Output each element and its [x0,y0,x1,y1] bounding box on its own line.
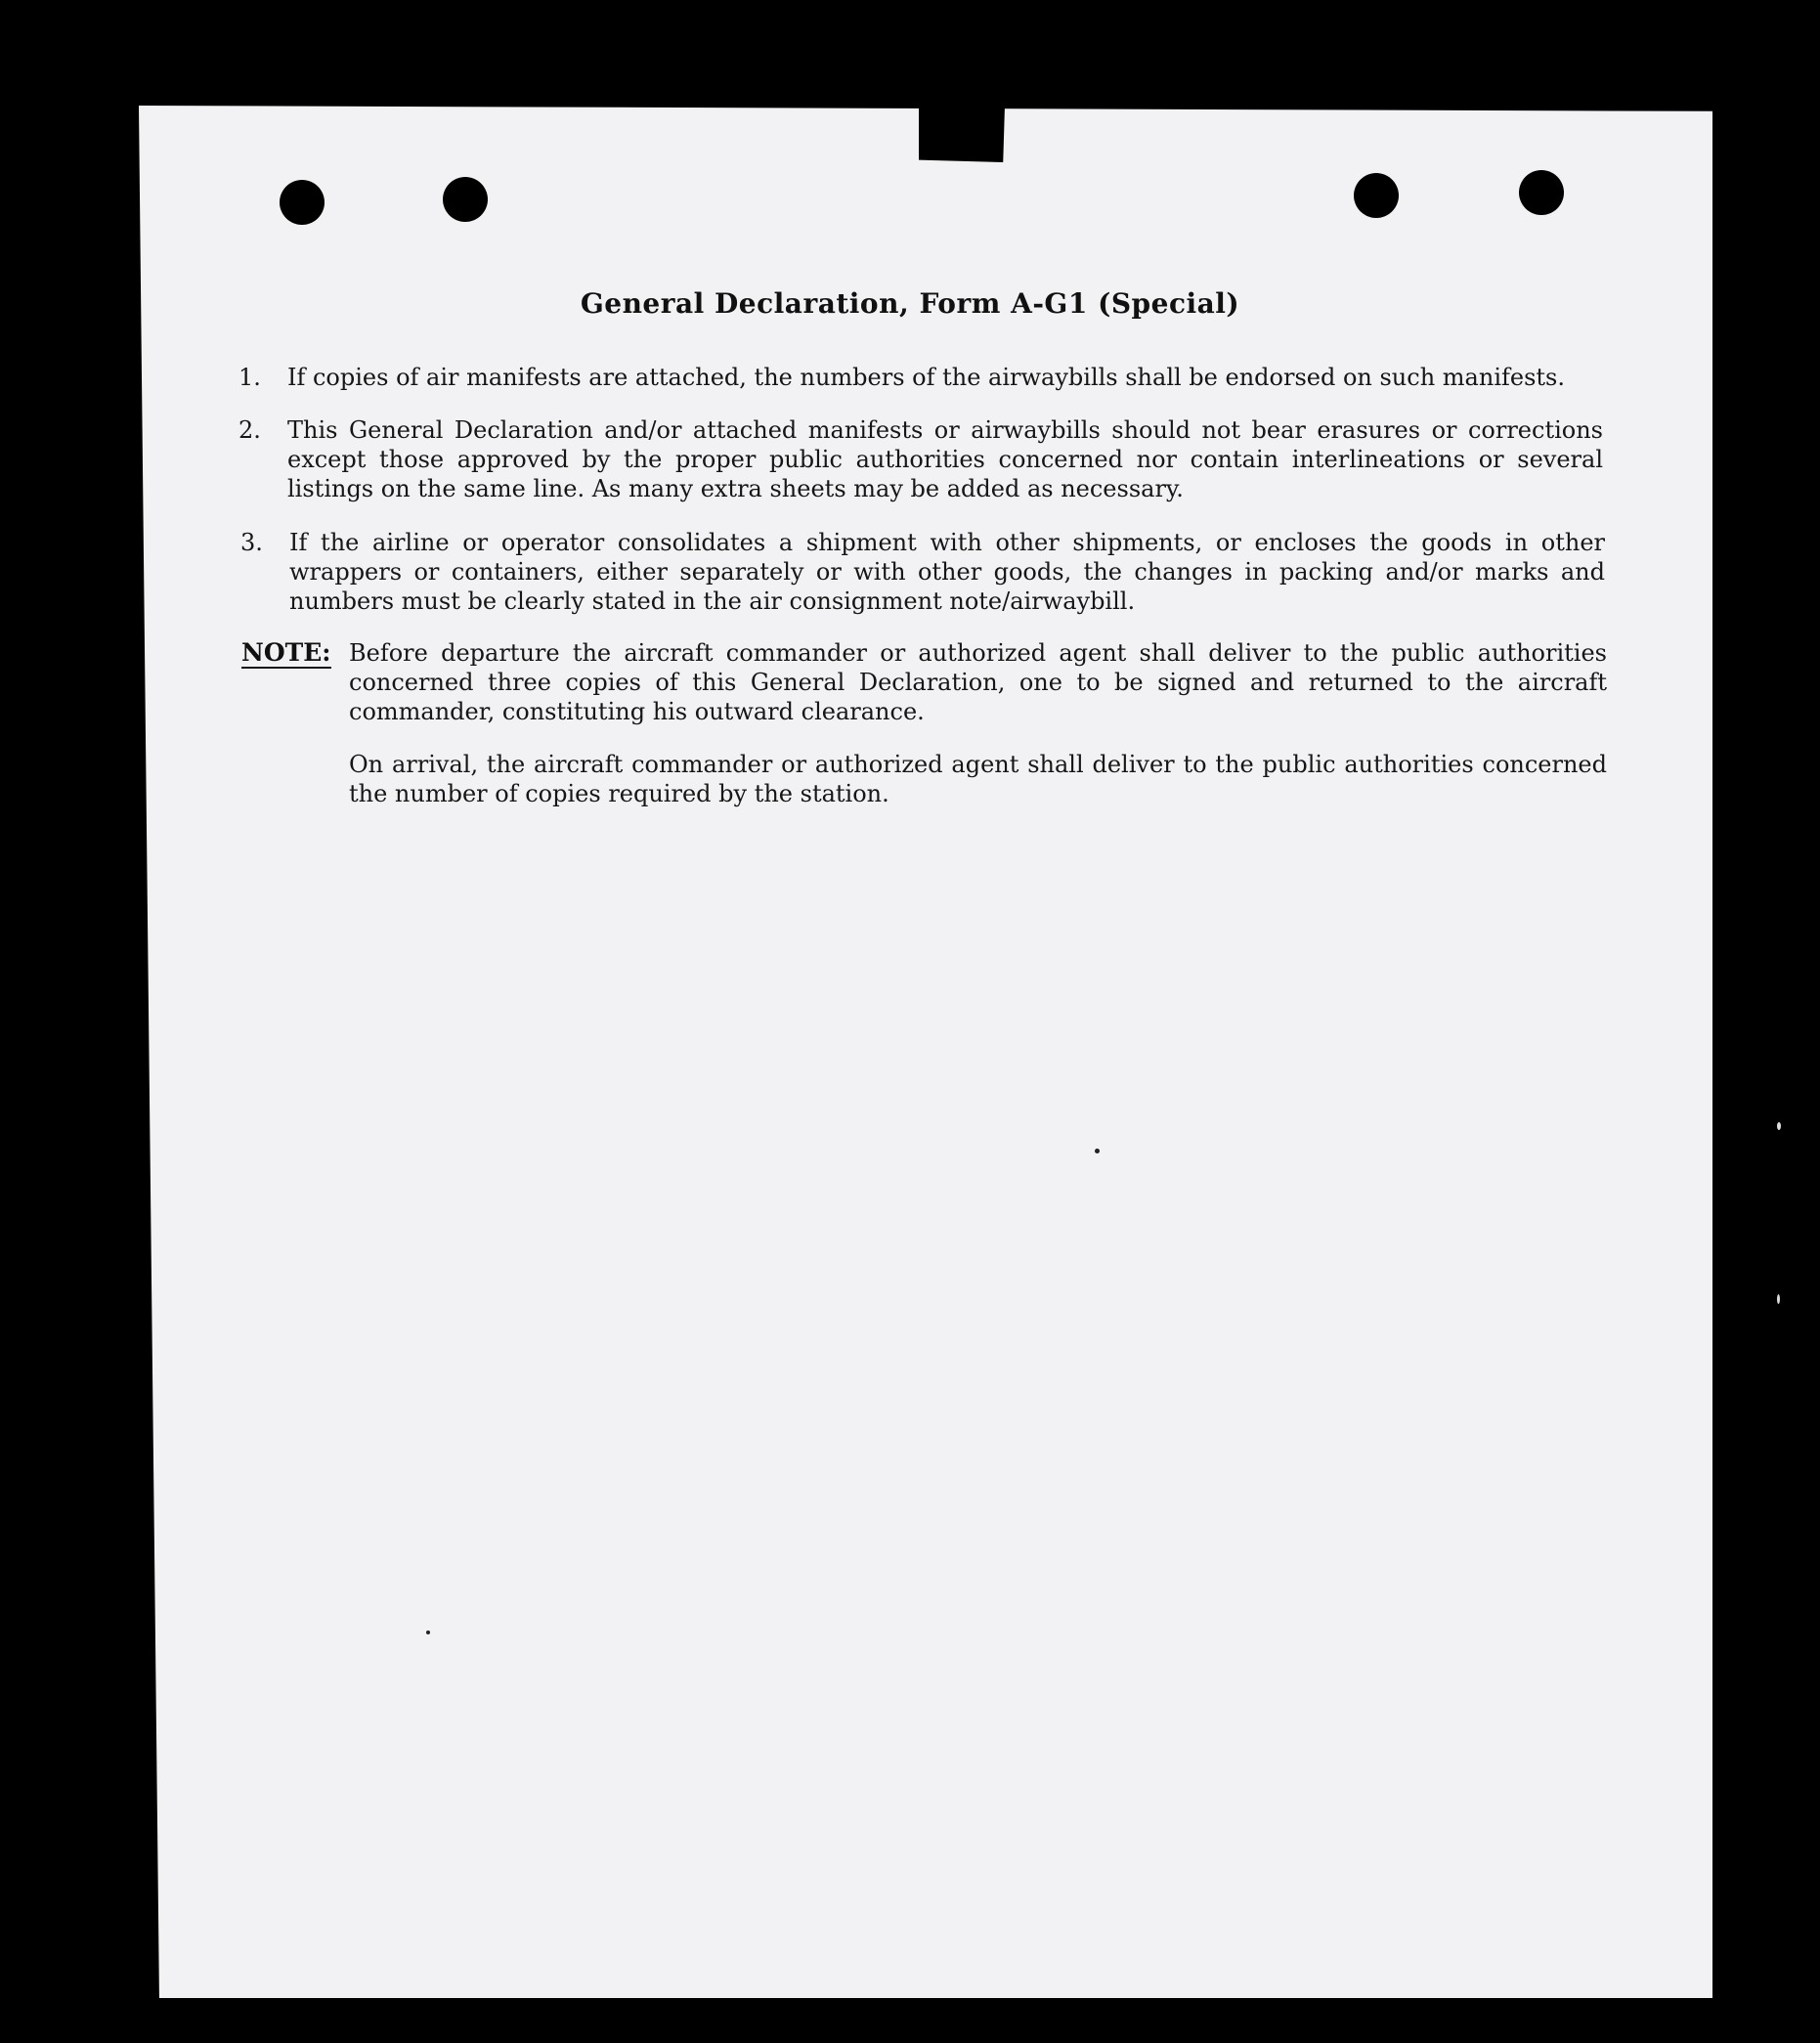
scan-speck [1095,1149,1100,1153]
note-paragraph: On arrival, the aircraft commander or authorized agent shall deliver to the public authorities concerned the number of copies required by the station. [349,751,1607,807]
item-text: If copies of air manifests are attached, the numbers of the airwaybills shall be endorsed on such manifests. [287,364,1565,391]
item-number: 1. [238,364,261,391]
page-title: General Declaration, Form A-G1 (Special) [580,287,1240,320]
punch-hole [443,177,488,222]
scan-speck [426,1630,430,1634]
note-paragraph: Before departure the aircraft commander or authorized agent shall deliver to the public authorities concerned three copies of this General Declaration, one to be signed and returned to the aircraft commander, constituting his outward clearance. [349,639,1607,725]
punch-hole [1354,173,1399,218]
item-text: This General Declaration and/or attached manifests or airwaybills should not bear erasures or corrections except those approved by the proper public authorities concerned nor contain interlineations or several listings on the same line. As many extra sheets may be added as necessary. [287,416,1603,502]
scan-speck [1777,1122,1781,1130]
punch-hole [1519,170,1564,215]
item-text: If the airline or operator consolidates a shipment with other shipments, or encloses the goods in other wrappers or containers, either separately or with other goods, the changes in packing and/or marks and numbers must be clearly stated in the air consignment note/airwaybill. [289,529,1605,615]
page-notch [919,106,1005,162]
item-number: 3. [240,529,263,556]
note-label: NOTE: [241,638,331,667]
item-number: 2. [238,416,261,444]
punch-hole [280,180,325,225]
scan-speck [1777,1294,1780,1304]
